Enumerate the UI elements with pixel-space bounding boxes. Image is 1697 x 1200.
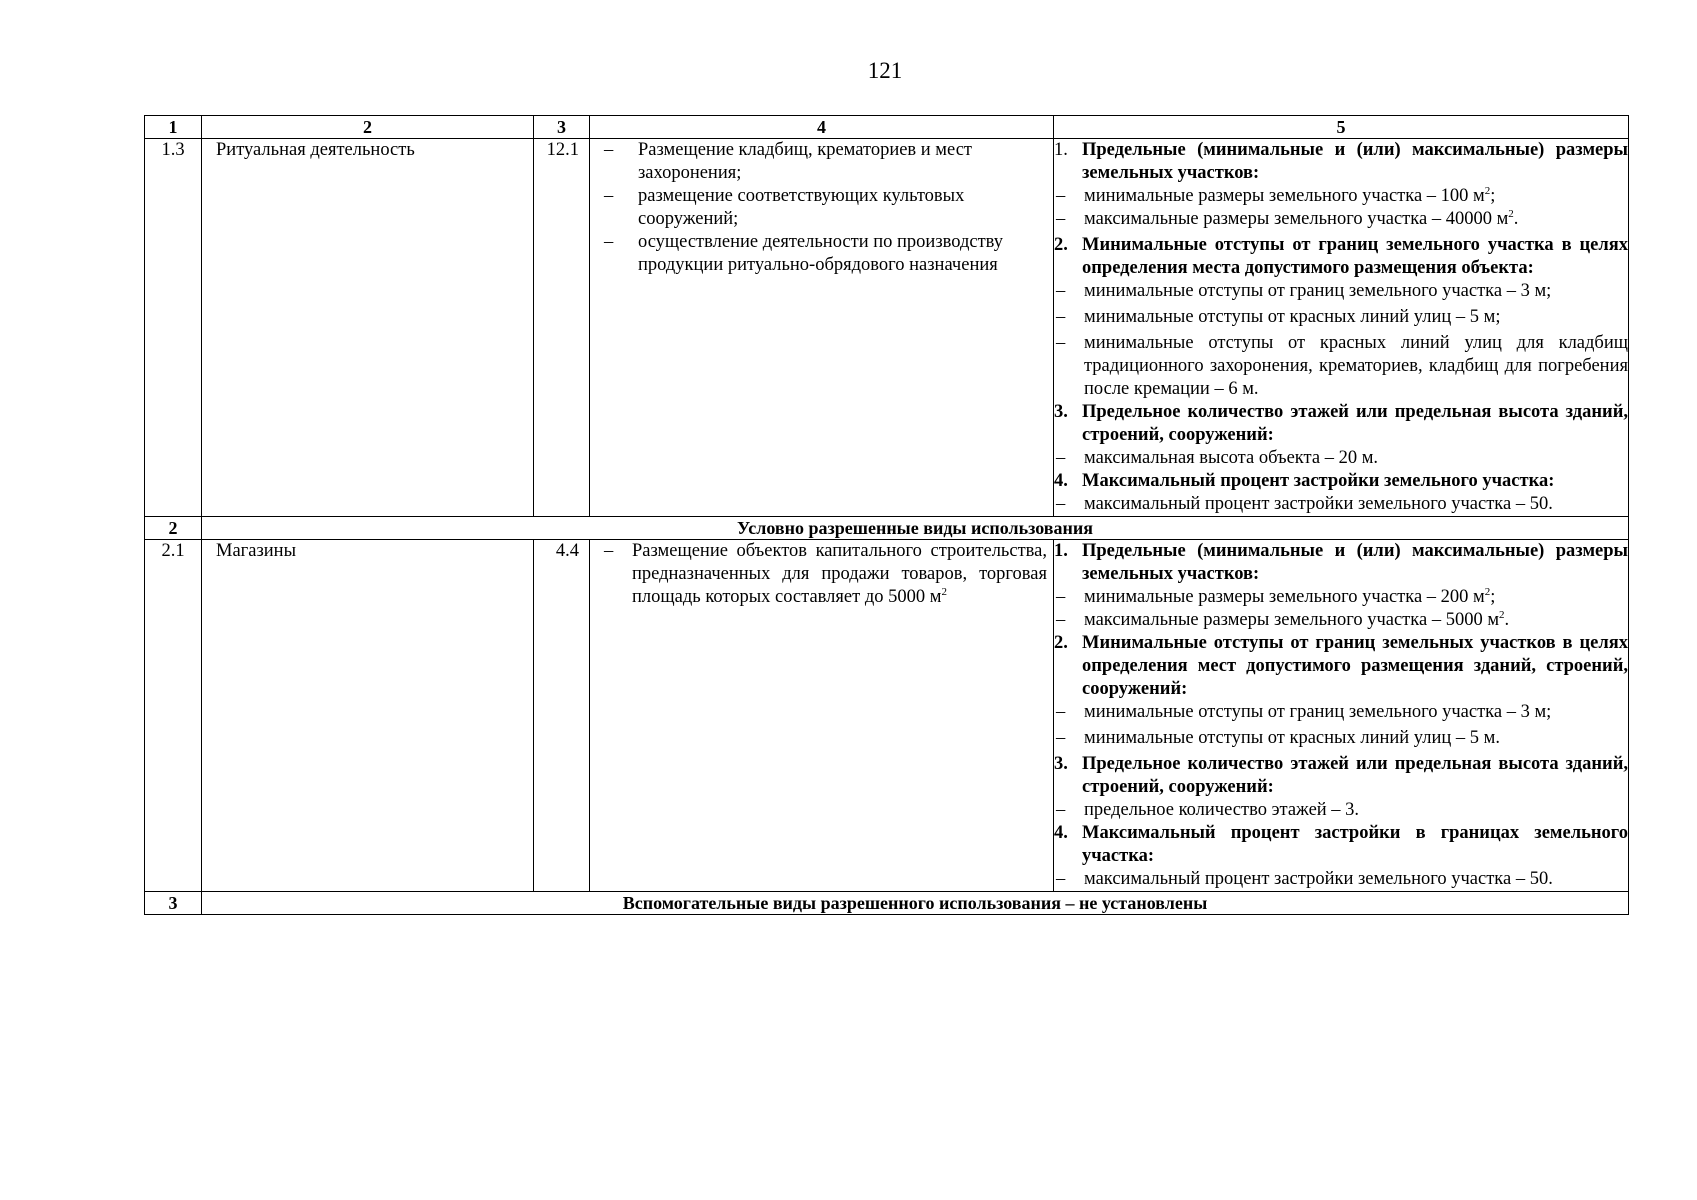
param-heading: 4. Максимальный процент застройки в границах земельного участка: [1054, 823, 1628, 866]
param-heading: 4. Максимальный процент застройки земельного участка: [1054, 471, 1555, 491]
row-number: 1.3 [145, 139, 202, 517]
use-code: 12.1 [534, 139, 590, 517]
param-item: – предельное количество этажей – 3. [1056, 800, 1360, 820]
param-item: – минимальные размеры земельного участка – 100 $м^2$; [1056, 184, 1496, 206]
col-header-5: 5 [1054, 116, 1629, 139]
row-number: 2.1 [145, 540, 202, 892]
param-item: – минимальные отступы от красных линий улиц – 5 м; [1056, 307, 1501, 327]
use-name: Магазины [202, 540, 534, 892]
param-heading: 1. Предельные (минимальные и (или) максимальные) размеры земельных участков: [1054, 541, 1628, 584]
page-number: 121 [867, 58, 903, 83]
param-item: – минимальные размеры земельного участка – 200 $м^2$; [1056, 585, 1496, 607]
param-item: – минимальные отступы от красных линий улиц – 5 м. [1056, 728, 1500, 748]
param-heading: 3. Предельное количество этажей или предельная высота зданий, строений, сооружений: [1054, 402, 1628, 445]
header-row [145, 116, 1629, 139]
col-header-1: 1 [145, 116, 202, 139]
param-heading: 3. Предельное количество этажей или предельная высота зданий, строений, сооружений: [1054, 754, 1628, 797]
section-title: Вспомогательные виды разрешенного использования – не установлены [202, 892, 1629, 915]
section-number: 2 [145, 517, 202, 540]
land-use-table [144, 115, 1629, 915]
use-name: Ритуальная деятельность [202, 139, 534, 517]
param-heading: 1. Предельные (минимальные и (или) максимальные) размеры земельных участков: [1054, 140, 1628, 183]
param-item: – минимальные отступы от красных линий улиц для кладбищ традиционного захоронения, крематориев, кладбищ для погребения после кремации – 6 м. [1056, 333, 1628, 399]
param-heading: 2. Минимальные отступы от границ земельных участков в целях определения мест допустимого размещения зданий, строений, сооружений: [1054, 633, 1628, 699]
param-item: – минимальные отступы от границ земельного участка – 3 м; [1056, 281, 1552, 301]
param-heading: 2. Минимальные отступы от границ земельного участка в целях определения места допустимого размещения объекта: [1054, 235, 1628, 278]
list-item: – осуществление деятельности по производству продукции ритуально-обрядового назначения [604, 232, 1004, 275]
list-item: – размещение соответствующих культовых сооружений; [604, 186, 965, 229]
use-parameters [1054, 540, 1629, 892]
param-item: – максимальная высота объекта – 20 м. [1056, 448, 1379, 468]
section-number: 3 [145, 892, 202, 915]
param-item: – максимальные размеры земельного участка – 5000 $м^2$. [1056, 608, 1510, 630]
col-header-4: 4 [590, 116, 1054, 139]
param-item: – максимальные размеры земельного участка – 40000 $м^2$. [1056, 207, 1519, 229]
section-row [145, 892, 1629, 915]
list-item: – Размещение объектов капитального строительства, предназначенных для продажи товаров, торговая площадь которых составляет до 5000 $м^2$ [604, 541, 1047, 607]
use-description [590, 540, 1054, 892]
list-item: – Размещение кладбищ, крематориев и мест захоронения; [604, 140, 972, 183]
col-header-2: 2 [202, 116, 534, 139]
use-parameters [1054, 139, 1629, 517]
section-row [145, 517, 1629, 540]
table-row [145, 540, 1629, 892]
param-item: – максимальный процент застройки земельного участка – 50. [1056, 869, 1553, 889]
use-code: 4.4 [534, 540, 590, 892]
param-item: – максимальный процент застройки земельного участка – 50. [1056, 494, 1553, 514]
col-header-3: 3 [534, 116, 590, 139]
section-title: Условно разрешенные виды использования [202, 517, 1629, 540]
table-row [145, 139, 1629, 517]
use-description [590, 139, 1054, 517]
param-item: – минимальные отступы от границ земельного участка – 3 м; [1056, 702, 1552, 722]
